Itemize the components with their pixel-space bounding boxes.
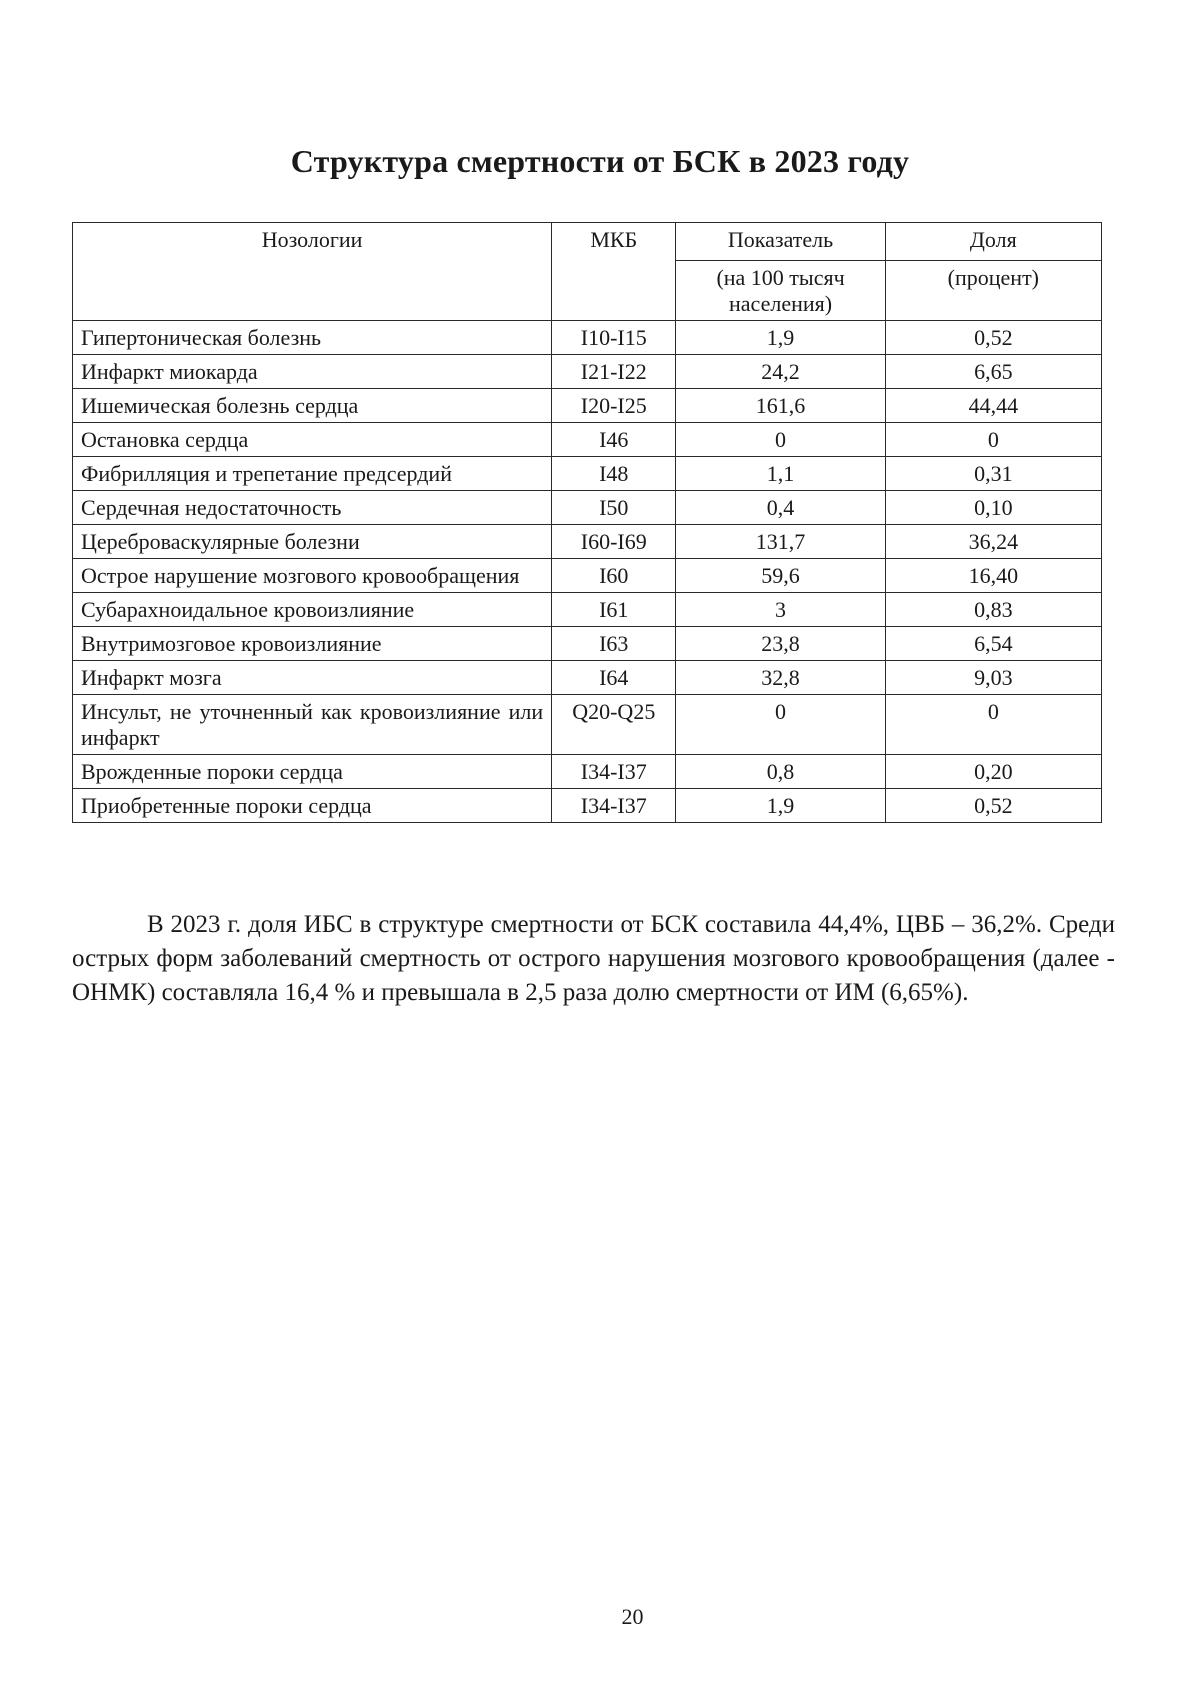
cell-nosology: Остановка сердца [73,423,552,457]
cell-indicator: 3 [676,593,885,627]
table-row [73,525,1102,559]
table-row [73,661,1102,695]
cell-icd: I50 [552,491,676,525]
page-number: 20 [621,1604,644,1629]
header-indicator [676,223,885,321]
cell-share: 0,52 [885,321,1101,355]
cell-icd: I60 [552,559,676,593]
cell-share: 0 [885,695,1101,755]
cell-icd: I48 [552,457,676,491]
cell-icd: I34-I37 [552,789,676,823]
table-row [73,321,1102,355]
cell-nosology: Инфаркт мозга [73,661,552,695]
cell-nosology: Острое нарушение мозгового кровообращения [73,559,552,593]
cell-indicator: 32,8 [676,661,885,695]
cell-indicator: 0 [676,695,885,755]
cell-share: 44,44 [885,389,1101,423]
cell-indicator: 0,4 [676,491,885,525]
cell-share: 0,83 [885,593,1101,627]
cell-indicator: 1,9 [676,789,885,823]
cell-nosology: Гипертоническая болезнь [73,321,552,355]
header-share [885,223,1101,321]
cell-nosology: Инфаркт миокарда [73,355,552,389]
table-header-row [73,223,1102,321]
cell-nosology: Приобретенные пороки сердца [73,789,552,823]
mortality-table [72,222,1102,823]
cell-nosology: Сердечная недостаточность [73,491,552,525]
table-row [73,755,1102,789]
cell-icd: I46 [552,423,676,457]
table-row [73,695,1102,755]
cell-share: 0,10 [885,491,1101,525]
table-row [73,355,1102,389]
cell-share: 0,52 [885,789,1101,823]
cell-nosology: Ишемическая болезнь сердца [73,389,552,423]
summary-paragraph: В 2023 г. доля ИБС в структуре смертности от БСК составила 44,4%, ЦВБ – 36,2%. Среди острых форм заболеваний смертность от острого нарушения мозгового кровообращения (далее - ОНМК) составляла 16,4 % и превышала в 2,5 раза долю смертности от ИМ (6,65%). [72,911,1115,1006]
table-row [73,789,1102,823]
table-row [73,593,1102,627]
table-row [73,559,1102,593]
cell-icd: I20-I25 [552,389,676,423]
cell-indicator: 1,1 [676,457,885,491]
header-share-label: Доля [969,227,1017,252]
page-title: Структура смертности от БСК в 2023 году [290,143,910,179]
cell-nosology: Субарахноидальное кровоизлияние [73,593,552,627]
cell-indicator: 0 [676,423,885,457]
cell-icd: Q20-Q25 [552,695,676,755]
cell-nosology: Цереброваскулярные болезни [73,525,552,559]
cell-icd: I10-I15 [552,321,676,355]
table-body [73,321,1102,823]
cell-icd: I63 [552,627,676,661]
header-indicator-label: Показатель [727,227,834,252]
table-row [73,627,1102,661]
cell-nosology: Внутримозговое кровоизлияние [73,627,552,661]
header-icd [552,223,676,321]
cell-indicator: 24,2 [676,355,885,389]
cell-indicator: 131,7 [676,525,885,559]
cell-indicator: 161,6 [676,389,885,423]
cell-nosology: Врожденные пороки сердца [73,755,552,789]
cell-icd: I64 [552,661,676,695]
cell-indicator: 59,6 [676,559,885,593]
cell-nosology: Инсульт, не уточненный как кровоизлияние или инфаркт [73,695,552,755]
cell-share: 0 [885,423,1101,457]
cell-share: 9,03 [885,661,1101,695]
table-row [73,389,1102,423]
header-indicator-sublabel: (на 100 тысяч населения) [676,260,884,317]
cell-icd: I21-I22 [552,355,676,389]
cell-share: 6,65 [885,355,1101,389]
cell-indicator: 0,8 [676,755,885,789]
header-nosology [73,223,552,321]
header-icd-label: МКБ [590,227,638,252]
header-nosology-label: Нозологии [261,227,363,252]
cell-nosology: Фибрилляция и трепетание предсердий [73,457,552,491]
table-row [73,457,1102,491]
header-share-sublabel: (процент) [886,260,1101,291]
cell-share: 0,31 [885,457,1101,491]
cell-indicator: 1,9 [676,321,885,355]
table-row [73,423,1102,457]
cell-icd: I60-I69 [552,525,676,559]
table-row [73,491,1102,525]
cell-share: 16,40 [885,559,1101,593]
cell-indicator: 23,8 [676,627,885,661]
cell-share: 6,54 [885,627,1101,661]
cell-icd: I34-I37 [552,755,676,789]
cell-icd: I61 [552,593,676,627]
cell-share: 36,24 [885,525,1101,559]
cell-share: 0,20 [885,755,1101,789]
